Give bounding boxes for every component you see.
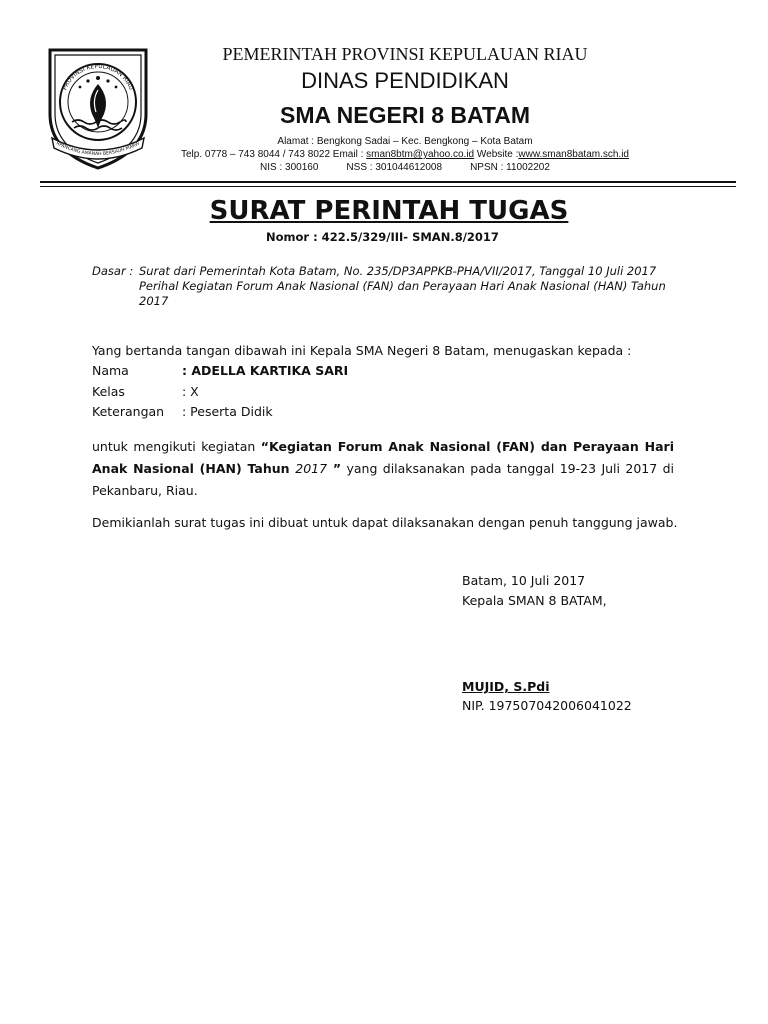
letterhead-divider	[40, 181, 736, 183]
field-value-keterangan: : Peserta Didik	[182, 404, 273, 419]
logo-bottom-text: RPANCANG AMANAH BERSAUH MARW	[55, 141, 141, 158]
assignment-lead: untuk mengikuti kegiatan	[92, 439, 261, 454]
signature-role: Kepala SMAN 8 BATAM,	[462, 593, 607, 608]
department-name: DINAS PENDIDIKAN	[301, 68, 509, 93]
document-title: SURAT PERINTAH TUGAS	[209, 196, 569, 226]
website-link[interactable]: www.sman8batam.sch.id	[518, 149, 629, 160]
field-label-kelas: Kelas	[92, 384, 125, 399]
npsn-text: NPSN : 11002202	[470, 162, 550, 173]
contact-line	[0, 149, 768, 160]
signatory-nip: NIP. 197507042006041022	[462, 698, 632, 713]
school-name: SMA NEGERI 8 BATAM	[279, 102, 531, 128]
signatory-name: MUJID, S.Pdi	[462, 679, 550, 694]
letterhead-divider-thin	[40, 186, 736, 187]
school-ids	[0, 162, 768, 173]
event-name: “Kegiatan Forum Anak Nasional (FAN) dan Perayaan Hari Anak Nasional (HAN) Tahun	[92, 439, 674, 476]
event-close-quote: ”	[327, 461, 342, 476]
phone-text: Telp. 0778 – 743 8044 / 743 8022 Email :	[180, 149, 367, 160]
government-name: PEMERINTAH PROVINSI KEPULAUAN RIAU	[222, 44, 588, 64]
document-number: Nomor : 422.5/329/III- SMAN.8/2017	[266, 230, 499, 244]
dasar-label: Dasar :	[92, 264, 134, 278]
website-label: Website :	[474, 149, 519, 160]
nis-text: NIS : 300160	[260, 162, 319, 173]
field-value-kelas: : X	[182, 384, 199, 399]
field-label-nama: Nama	[92, 363, 129, 378]
closing-paragraph: Demikianlah surat tugas ini dibuat untuk dapat dilaksanakan dengan penuh tanggung jawab.	[92, 515, 678, 530]
nss-text: NSS : 301044612008	[346, 162, 443, 173]
event-year: 2017	[295, 461, 328, 476]
email-link[interactable]: sman8btm@yahoo.co.id	[366, 149, 475, 160]
signature-place-date: Batam, 10 Juli 2017	[462, 573, 586, 588]
field-label-keterangan: Keterangan	[92, 404, 165, 419]
logo-top-text: PROVINSI KEPULAUAN RIAU	[61, 62, 135, 92]
school-address: Alamat : Bengkong Sadai – Kec. Bengkong – Kota Batam	[277, 136, 533, 147]
assignment-paragraph	[92, 436, 674, 502]
assignment-tail: yang dilaksanakan pada tanggal 19-23 Juli 2017 di Pekanbaru, Riau.	[92, 461, 674, 498]
dasar-text: Surat dari Pemerintah Kota Batam, No. 235/DP3APPKB-PHA/VII/2017, Tanggal 10 Juli 2017 Perihal Kegiatan Forum Anak Nasional (FAN) dan Perayaan Hari Anak Nasional (HAN) Tahun 2017	[139, 264, 666, 308]
field-value-nama: : ADELLA KARTIKA SARI	[182, 363, 349, 378]
intro-text: Yang bertanda tangan dibawah ini Kepala SMA Negeri 8 Batam, menugaskan kepada :	[92, 343, 632, 358]
